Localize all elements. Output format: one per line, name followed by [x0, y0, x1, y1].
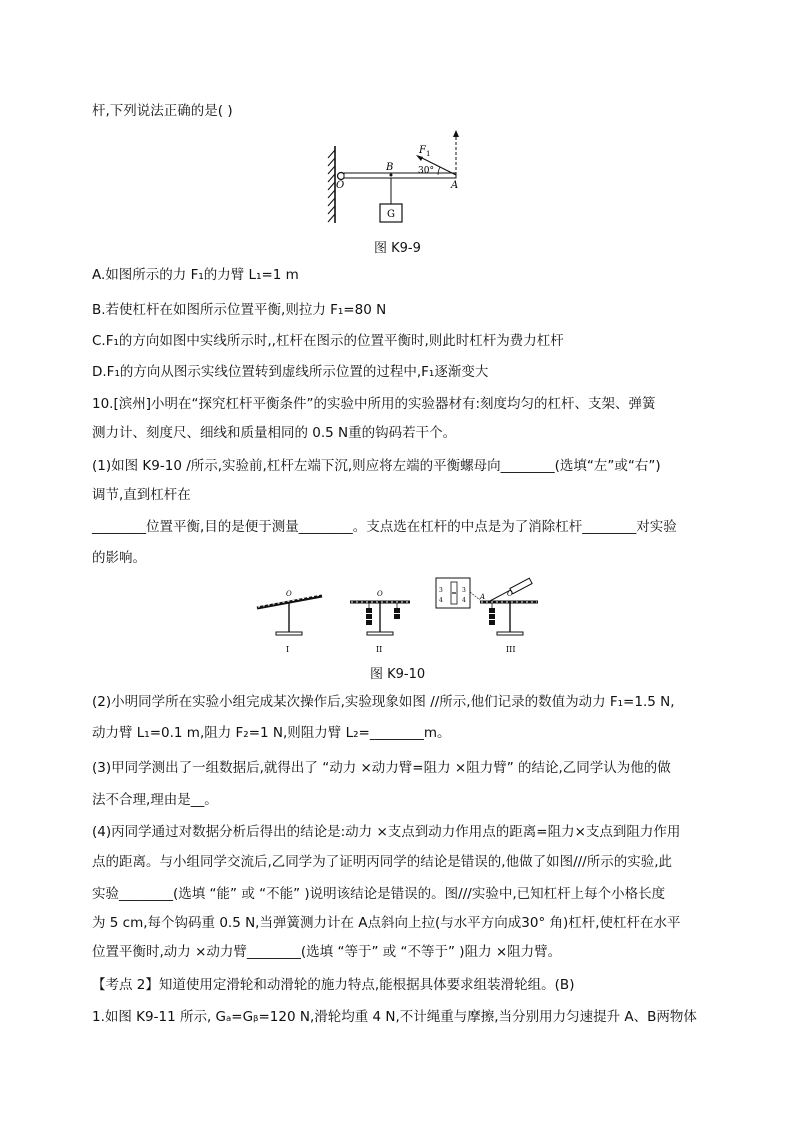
option-d: D.F₁的方向从图示实线位置转到虚线所示位置的过程中,F₁逐渐变大 [92, 364, 489, 380]
scale-tick: 3 [462, 587, 466, 594]
panel-ii [350, 590, 410, 654]
label-a: A [451, 180, 459, 191]
panel-label-iii: III [506, 645, 516, 654]
pivot-label-ii: O [377, 590, 383, 598]
part-4-line-2: 点的距离。与小组同学交流后,乙同学为了证明丙同学的结论是错误的,他做了如图///所示的实验,此 [92, 854, 673, 870]
stand-base [276, 632, 302, 635]
label-angle: 30° [418, 166, 434, 176]
label-b: B [386, 162, 394, 173]
question-1-line-1: 1.如图 K9-11 所示, Gₐ=Gᵦ=120 N,滑轮均重 4 N,不计绳重与摩擦,当分别用力匀速提升 A、B两物体 [92, 1009, 697, 1025]
panel-i [257, 590, 322, 654]
pivot-label-iii: O [507, 590, 513, 598]
part-4-line-1: (4)丙同学通过对数据分析后得出的结论是:动力 ×支点到动力作用点的距离=阻力×支点到阻力作用 [92, 824, 681, 840]
option-c: C.F₁的方向如图中实线所示时,,杠杆在图示的位置平衡时,则此时杠杆为费力杠杆 [92, 333, 564, 349]
hook-weight [366, 608, 372, 613]
hook-weight [366, 620, 372, 625]
part-4-line-3: 实验________(选填 “能” 或 “不能” )说明该结论是错误的。图///实验中,已知杠杆上每个小格长度 [92, 886, 666, 902]
part-1-line-1: (1)如图 K9-10 /所示,实验前,杠杆左端下沉,则应将左端的平衡螺母向________(选填“左”或“右”) [92, 458, 661, 474]
part-2-line-2: 动力臂 L₁=0.1 m,阻力 F₂=1 N,则阻力臂 L₂=________m。 [92, 725, 451, 741]
hook-weight [489, 614, 495, 619]
label-g: G [387, 209, 395, 220]
hook-weight [489, 608, 495, 613]
part-1-line-3: ________位置平衡,目的是便于测量________。支点选在杠杆的中点是为了消除杠杆________对实验 [92, 519, 677, 535]
spring-scale [510, 578, 532, 594]
pivot-label-i: O [286, 590, 292, 598]
lever-experiment-k9-10 [248, 574, 548, 654]
hook-weight [489, 620, 495, 625]
hook-weight [394, 614, 400, 619]
scale-tick: 4 [462, 597, 466, 604]
dashed-arrowhead [453, 130, 459, 137]
question-stem-line: 杆,下列说法正确的是( ) [92, 103, 233, 119]
wall-hatching [328, 150, 335, 222]
stand-base [367, 632, 393, 635]
label-o: O [336, 180, 345, 191]
lever-diagram-k9-9 [320, 128, 470, 228]
figure-caption-k9-10: 图 K9-10 [370, 667, 426, 682]
part-4-line-5: 位置平衡时,动力 ×动力臂________(选填 “等于” 或 “不等于” )阻力 ×阻力臂。 [92, 944, 562, 960]
part-1-line-4: 的影响。 [92, 550, 146, 566]
label-f: F [419, 145, 426, 156]
scale-tick: 3 [439, 587, 443, 594]
question-10-line-2: 测力计、刻度尺、细线和质量相同的 0.5 N重的钩码若干个。 [92, 425, 457, 441]
stand-base [497, 632, 523, 635]
label-a: A [480, 593, 486, 601]
option-a: A.如图所示的力 F₁的力臂 L₁=1 m [92, 267, 299, 283]
option-b: B.若使杠杆在如图所示位置平衡,则拉力 F₁=80 N [92, 302, 387, 318]
point-b [390, 174, 393, 177]
lever-bar [344, 173, 456, 178]
hook-weight [366, 614, 372, 619]
hook-weight [394, 608, 400, 613]
label-f-subscript: 1 [426, 150, 431, 158]
panel-label-i: I [286, 645, 290, 654]
panel-iii [436, 578, 538, 654]
part-3-line-1: (3)甲同学测出了一组数据后,就得出了 “动力 ×动力臂=阻力 ×阻力臂” 的结论,乙同学认为他的做 [92, 760, 671, 776]
question-10-line-1: 10.[滨州]小明在“探究杠杆平衡条件”的实验中所用的实验器材有:刻度均匀的杠杆、支架、弹簧 [92, 396, 656, 412]
scale-tick: 4 [439, 597, 443, 604]
part-4-line-4: 为 5 cm,每个钩码重 0.5 N,当弹簧测力计在 A点斜向上拉(与水平方向成30° 角)杠杆,使杠杆在水平 [92, 915, 681, 931]
section-heading-kaodian-2: 【考点 2】知道使用定滑轮和动滑轮的施力特点,能根据具体要求组装滑轮组。(B) [92, 977, 575, 993]
part-2-line-1: (2)小明同学所在实验小组完成某次操作后,实验现象如图 //所示,他们记录的数值为动力 F₁=1.5 N, [92, 694, 675, 710]
pivot-o [338, 173, 345, 180]
part-3-line-2: 法不合理,理由是__。 [92, 792, 218, 808]
part-1-line-2: 调节,直到杠杆在 [92, 487, 191, 503]
figure-caption-k9-9: 图 K9-9 [374, 241, 421, 256]
panel-label-ii: II [376, 645, 383, 654]
